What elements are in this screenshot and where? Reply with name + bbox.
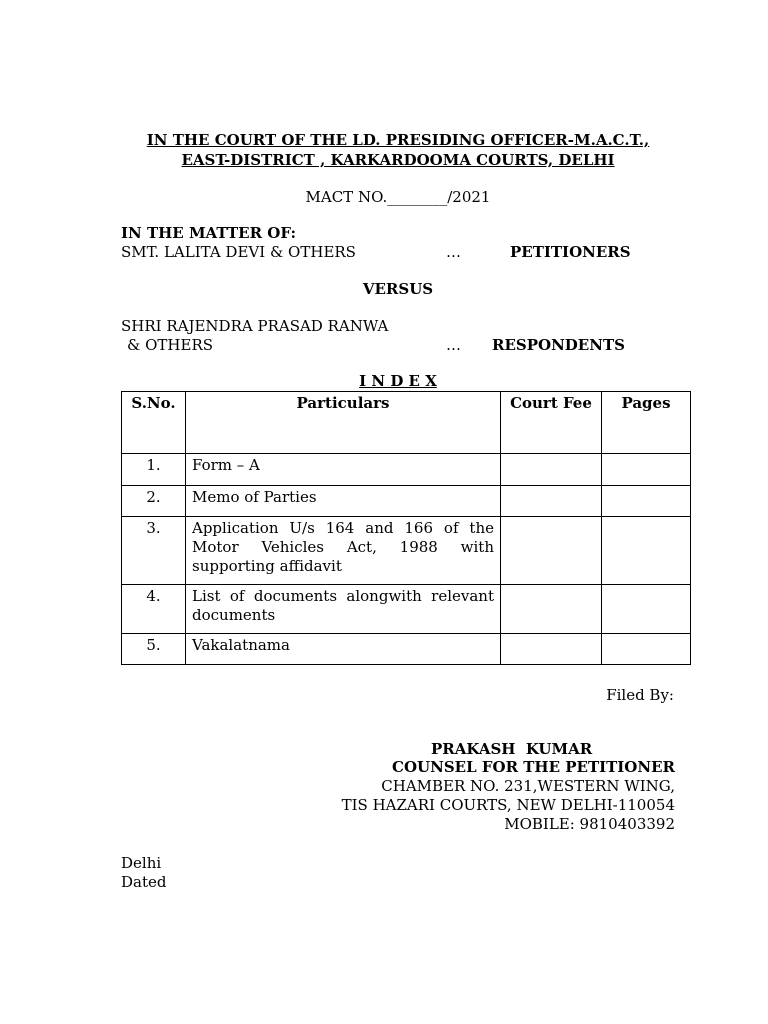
mact-number: MACT NO.________/2021	[305, 188, 491, 206]
row-court-fee	[501, 486, 602, 517]
table-row	[122, 454, 691, 486]
row-court-fee	[501, 517, 602, 585]
row-sno: 4.	[122, 585, 186, 634]
row-sno: 1.	[122, 454, 186, 486]
row-pages	[602, 517, 691, 585]
index-title: I N D E X	[359, 372, 437, 390]
row-particulars: Vakalatnama	[186, 634, 501, 665]
row-sno: 2.	[122, 486, 186, 517]
filed-by-label: Filed By:	[606, 686, 674, 704]
index-table	[121, 391, 691, 665]
header-court-fee: Court Fee	[501, 392, 602, 454]
counsel-title: COUNSEL FOR THE PETITIONER	[392, 758, 675, 776]
row-court-fee	[501, 454, 602, 486]
respondent-dots: …	[446, 336, 461, 354]
petitioner-name: SMT. LALITA DEVI & OTHERS	[121, 243, 356, 261]
row-court-fee	[501, 585, 602, 634]
respondent-name-line1: SHRI RAJENDRA PRASAD RANWA	[121, 317, 389, 335]
versus-label: VERSUS	[362, 280, 434, 298]
table-row	[122, 517, 691, 585]
index-table-header-row	[122, 392, 691, 454]
row-pages	[602, 585, 691, 634]
row-pages	[602, 486, 691, 517]
table-row	[122, 634, 691, 665]
court-heading-line1: IN THE COURT OF THE LD. PRESIDING OFFICER-M.A.C.T.,	[146, 131, 650, 149]
row-pages	[602, 634, 691, 665]
row-particulars: List of documents alongwith relevant documents	[186, 585, 501, 634]
header-pages: Pages	[602, 392, 691, 454]
row-court-fee	[501, 634, 602, 665]
row-particulars: Application U/s 164 and 166 of the Motor Vehicles Act, 1988 with supporting affidavit	[186, 517, 501, 585]
respondent-role: RESPONDENTS	[492, 336, 625, 354]
table-row	[122, 585, 691, 634]
table-row	[122, 486, 691, 517]
place-label: Delhi	[121, 854, 162, 872]
counsel-address-line1: CHAMBER NO. 231,WESTERN WING,	[381, 777, 675, 795]
petitioner-role: PETITIONERS	[510, 243, 631, 261]
row-pages	[602, 454, 691, 486]
counsel-name: PRAKASH KUMAR	[431, 740, 593, 758]
header-sno: S.No.	[122, 392, 186, 454]
counsel-mobile: MOBILE: 9810403392	[504, 815, 675, 833]
row-particulars: Form – A	[186, 454, 501, 486]
petitioner-dots: …	[446, 243, 461, 261]
dated-label: Dated	[121, 873, 167, 891]
matter-heading: IN THE MATTER OF:	[121, 224, 296, 242]
counsel-address-line2: TIS HAZARI COURTS, NEW DELHI-110054	[341, 796, 675, 814]
row-particulars: Memo of Parties	[186, 486, 501, 517]
header-particulars: Particulars	[186, 392, 501, 454]
respondent-name-line2: & OTHERS	[127, 336, 214, 354]
row-sno: 3.	[122, 517, 186, 585]
row-sno: 5.	[122, 634, 186, 665]
court-heading-line2: EAST-DISTRICT , KARKARDOOMA COURTS, DELHI	[181, 151, 615, 169]
